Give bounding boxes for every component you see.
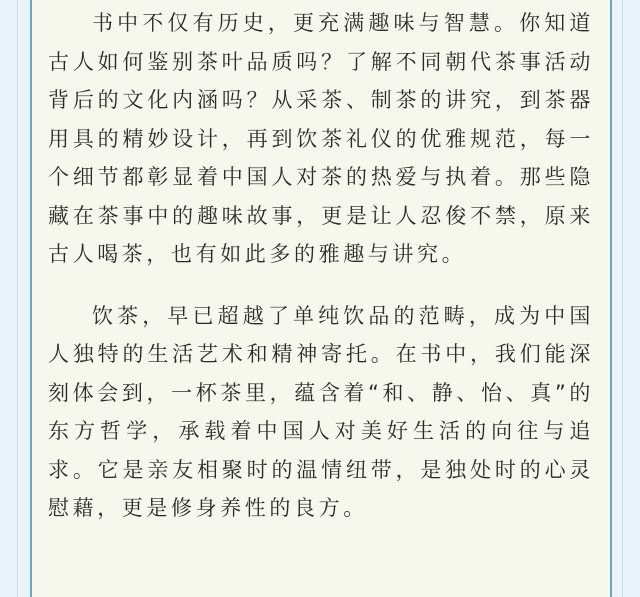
left-decorative-line: [17, 0, 18, 597]
article-body: [48, 0, 594, 528]
article-paragraph-2: 饮茶，早已超越了单纯饮品的范畴，成为中国人独特的生活艺术和精神寄托。在书中，我们能深刻体会到，一杯茶里，蕴含着“和、静、怡、真”的东方哲学，承载着中国人对美好生活的向往与追求。它是亲友相聚时的温情纽带，是独处时的心灵慰藉，更是修身养性的良方。: [48, 303, 594, 520]
article-paragraph-1: 书中不仅有历史，更充满趣味与智慧。你知道古人如何鉴别茶叶品质吗？了解不同朝代茶事活动背后的文化内涵吗？从采茶、制茶的讲究，到茶器用具的精妙设计，再到饮茶礼仪的优雅规范，每一个细节都彰显着中国人对茶的热爱与执着。那些隐藏在茶事中的趣味故事，更是让人忍俊不禁，原来古人喝茶，也有如此多的雅趣与讲究。: [48, 11, 594, 266]
right-decorative-line: [622, 0, 623, 597]
